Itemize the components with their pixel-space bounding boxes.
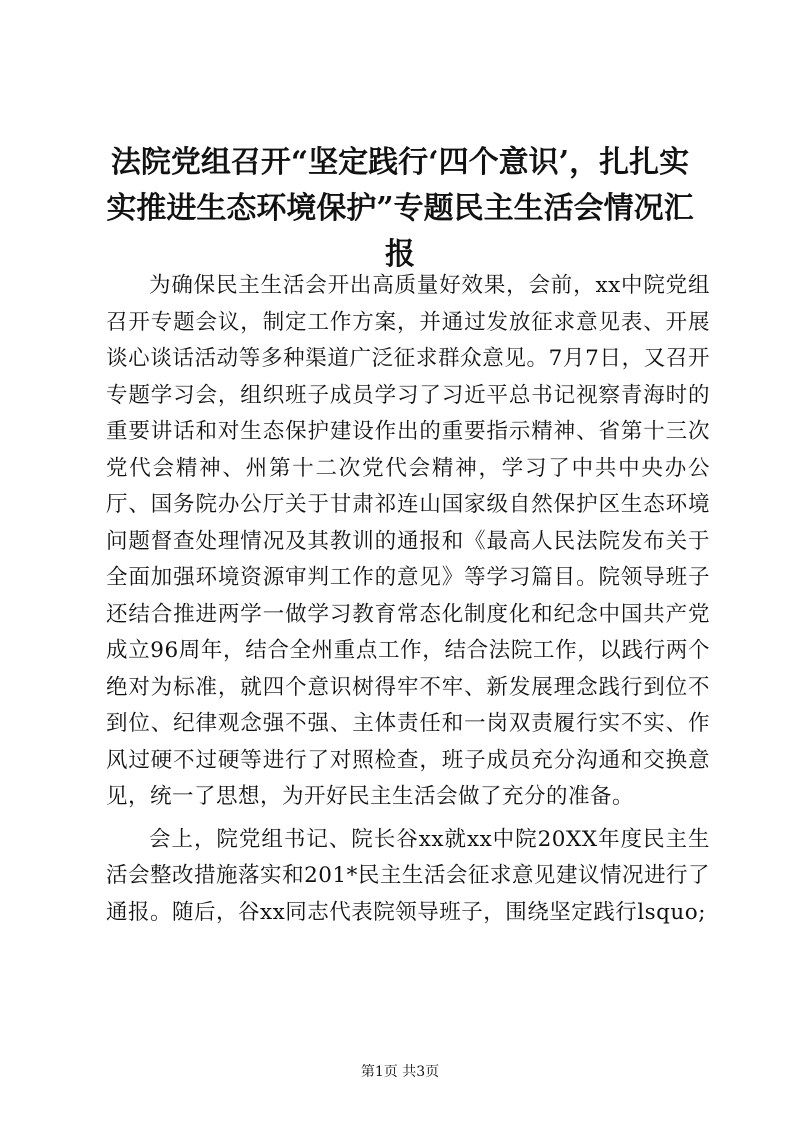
- document-body: [106, 268, 710, 937]
- page-number: 第1页: [360, 1064, 398, 1080]
- document-title: 法院党组召开“坚定践行‘四个意识’，扎扎实实推进生态环境保护”专题民主生活会情况汇报: [106, 145, 694, 272]
- page-footer: [0, 1062, 800, 1082]
- page-total: 共3页: [402, 1064, 440, 1080]
- body-paragraph-1: 为确保民主生活会开出高质量好效果，会前，xx中院党组召开专题会议，制定工作方案，并通过发放征求意见表、开展谈心谈话活动等多种渠道广泛征求群众意见。7月7日，又召开专题学习会，组织班子成员学习了习近平总书记视察青海时的重要讲话和对生态保护建设作出的重要指示精神、省第十三次党代会精神、州第十二次党代会精神，学习了中共中央办公厅、国务院办公厅关于甘肃祁连山国家级自然保护区生态环境问题督查处理情况及其教训的通报和《最高人民法院发布关于全面加强环境资源审判工作的意见》等学习篇目。院领导班子还结合推进两学一做学习教育常态化制度化和纪念中国共产党成立96周年，结合全州重点工作，结合法院工作，以践行两个绝对为标准，就四个意识树得牢不牢、新发展理念践行到位不到位、纪律观念强不强、主体责任和一岗双责履行实不实、作风过硬不过硬等进行了对照检查，班子成员充分沟通和交换意见，统一了思想，为开好民主生活会做了充分的准备。: [106, 273, 710, 809]
- body-paragraph-2: 会上，院党组书记、院长谷xx就xx中院20XX年度民主生活会整改措施落实和201*民主生活会征求意见建议情况进行了通报。随后，谷xx同志代表院领导班子，围绕坚定践行lsquo;: [106, 826, 710, 925]
